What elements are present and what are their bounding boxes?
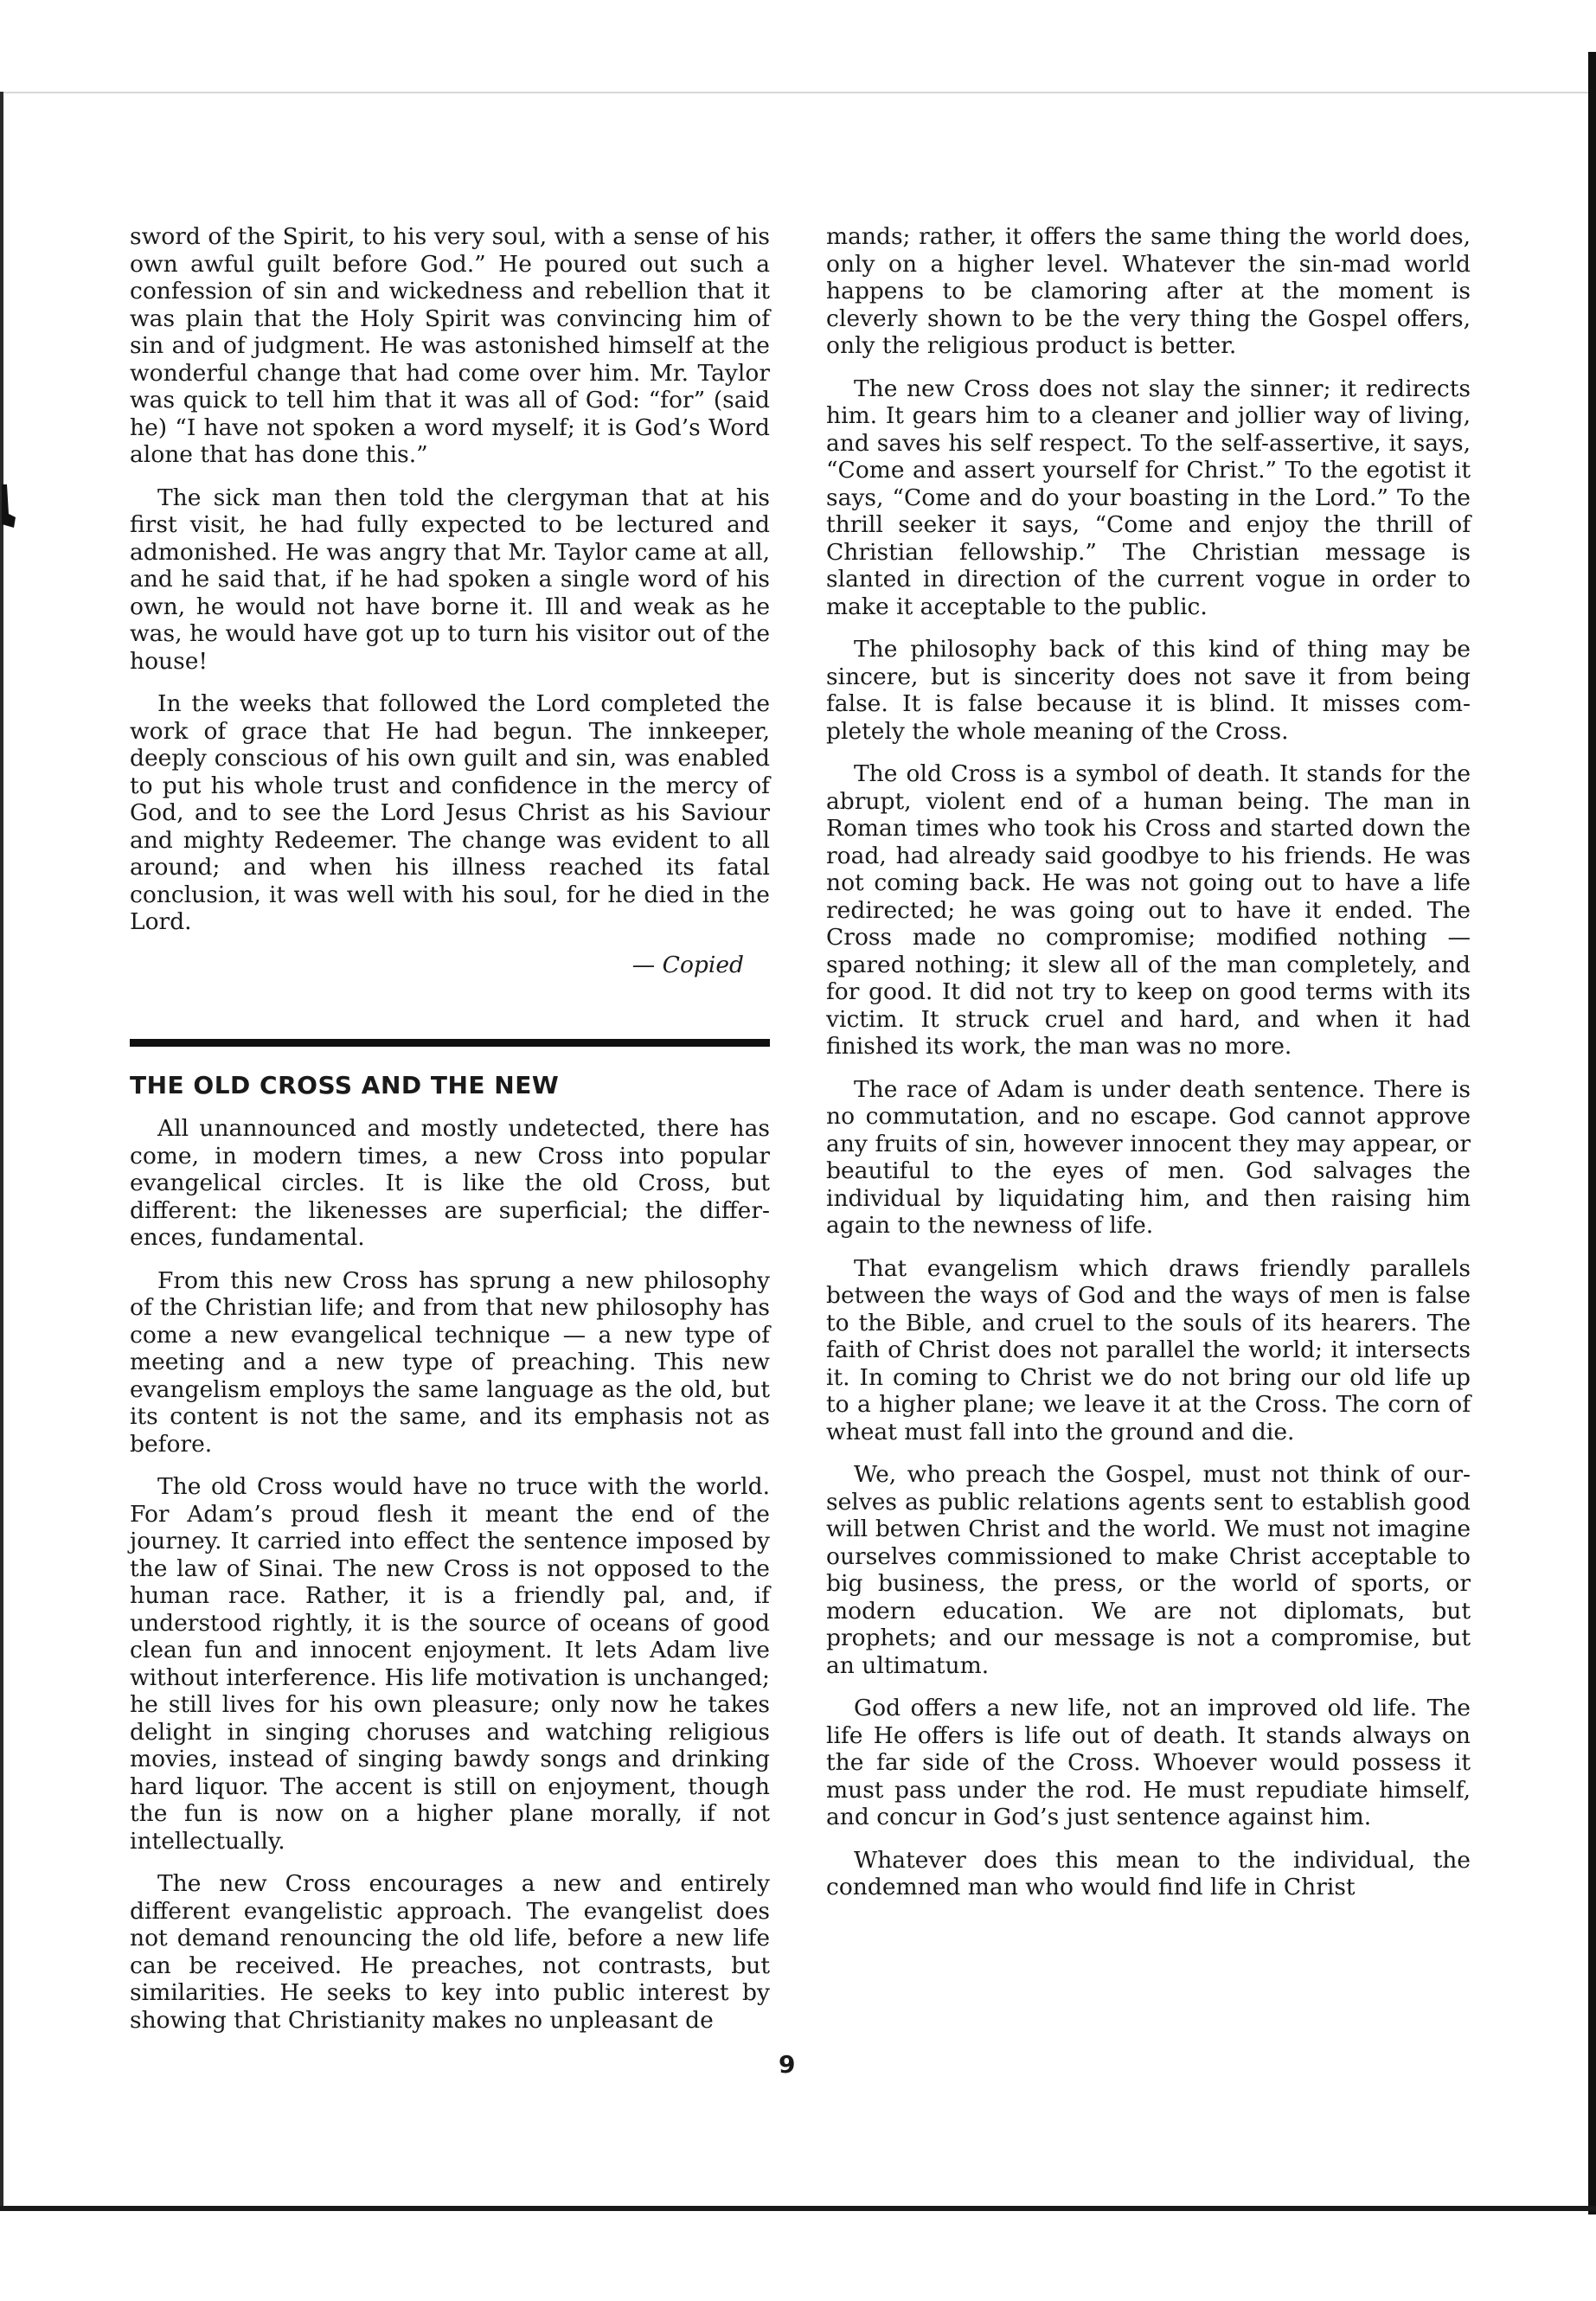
paragraph: The new Cross does not slay the sinner; it redirects him. It gears him to a cleaner and jollier way of living, and saves his self respect. To the self-assertive, it says, “Come and assert yourself for Christ.” To the egotist it says, “Come and do your boasting in the Lord.” To the thrill seeker it says, “Come and enjoy the thrill of Christian fellowship.” The Christian message is slanted in direction of the current vogue in order to make it acceptable to the public.: [826, 375, 1471, 620]
left-column: [130, 223, 770, 2049]
paragraph: sword of the Spirit, to his very soul, with a sense of his own awful guilt before God.” He poured out such a confession of sin and wickedness and rebellion that it was plain that the Holy Spirit was convincing him of sin and of judgment. He was astonished himself at the wonderful change that had come over him. Mr. Taylor was quick to tell him that it was all of God: “for” (said he) “I have not spoken a word myself; it is God’s Word alone that has done this.”: [130, 223, 770, 468]
paragraph: From this new Cross has sprung a new philosophy of the Christian life; and from that new philosophy has come a new evangelical technique — a new type of meeting and a new type of preaching. This new evangelism employs the same language as the old, but its content is not the same, and its emphasis not as before.: [130, 1266, 770, 1458]
section-divider: [130, 1039, 770, 1047]
right-column: [826, 223, 1471, 1917]
paragraph: The old Cross is a symbol of death. It stands for the abrupt, violent end of a human being. The man in Roman times who took his Cross and started down the road, had already said goodbye to his friends. He was not coming back. He was not going out to have a life redirected; he was going out to have it ended. The Cross made no compromise; modified nothing — spared nothing; it slew all of the man completely, and for good. It did not try to keep on good terms with its victim. It struck cruel and hard, and when it had finished its work, the man was no more.: [826, 760, 1471, 1060]
scan-edge-left: [0, 92, 3, 2211]
paragraph: The new Cross encourages a new and entirely different evangelistic approach. The evangelist does not demand renouncing the old life, before a new life can be received. He preaches, not contrasts, but similarities. He seeks to key into public interest by showing that Christianity makes no unpleasant de: [130, 1870, 770, 2034]
section-title: THE OLD CROSS AND THE NEW: [130, 1071, 560, 1099]
attribution: — Copied: [631, 951, 744, 978]
paragraph: The old Cross would have no truce with the world. For Adam’s proud flesh it meant the end of the journey. It carried into effect the sentence imposed by the law of Sinai. The new Cross is not opposed to the human race. Rather, it is a friendly pal, and, if understood rightly, it is the source of oceans of good clean fun and innocent enjoyment. It lets Adam live without interference. His life motivation is unchanged; he still lives for his own pleasure; only now he takes delight in singing choruses and watching religious movies, instead of singing bawdy songs and drinking hard liquor. The accent is still on enjoyment, though the fun is now on a higher plane morally, if not intellectually.: [130, 1473, 770, 1855]
paragraph: The race of Adam is under death sentence. There is no commutation, and no escape. God cannot approve any fruits of sin, however innocent they may appear, or beautiful to the eyes of men. God salvages the individual by liquidating him, and then raising him again to the newness of life.: [826, 1075, 1471, 1239]
paragraph: mands; rather, it offers the same thing the world does, only on a higher level. Whatever the sin-mad world happens to be clamoring after at the moment is cleverly shown to be the very thing the Gospel offers, only the religious product is better.: [826, 223, 1471, 359]
paragraph: All unannounced and mostly undetected, there has come, in modern times, a new Cross into popular evangelical circles. It is like the old Cross, but different: the likenesses are superficial; the differences, fundamental.: [130, 1115, 770, 1251]
paragraph: The philosophy back of this kind of thing may be sincere, but is sincerity does not save it from being false. It is false because it is blind. It misses completely the whole meaning of the Cross.: [826, 636, 1471, 745]
paragraph: That evangelism which draws friendly parallels between the ways of God and the ways of men is false to the Bible, and cruel to the souls of its hearers. The faith of Christ does not parallel the world; it intersects it. In coming to Christ we do not bring our old life up to a higher plane; we leave it at the Cross. The corn of wheat must fall into the ground and die.: [826, 1254, 1471, 1445]
paragraph: In the weeks that followed the Lord completed the work of grace that He had begun. The innkeeper, deeply conscious of his own guilt and sin, was enabled to put his whole trust and confidence in the mercy of God, and to see the Lord Jesus Christ as his Saviour and mighty Redeemer. The change was evident to all around; and when his illness reached its fatal conclusion, it was well with his soul, for he died in the Lord.: [130, 690, 770, 935]
margin-mark: [0, 484, 16, 528]
paragraph: Whatever does this mean to the individual, the condemned man who would find life in Christ: [826, 1846, 1471, 1900]
paragraph: God offers a new life, not an improved old life. The life He offers is life out of death. It stands always on the far side of the Cross. Whoever would possess it must pass under the rod. He must repudiate himself, and concur in God’s just sentence against him.: [826, 1695, 1471, 1830]
scan-edge-right: [1588, 52, 1596, 2214]
paragraph: The sick man then told the clergyman that at his first visit, he had fully expected to be lectured and admonished. He was angry that Mr. Taylor came at all, and he said that, if he had spoken a single word of his own, he would not have borne it. Ill and weak as he was, he would have got up to turn his visitor out of the house!: [130, 484, 770, 675]
scan-edge-bottom: [0, 2206, 1596, 2211]
scan-edge-top: [0, 92, 1596, 93]
page-number: 9: [779, 2050, 796, 2079]
paragraph: We, who preach the Gospel, must not think of ourselves as public relations agents sent to establish good will betwen Christ and the world. We must not imagine ourselves commissioned to make Christ acceptable to big business, the press, or the world of sports, or modern education. We are not diplomats, but prophets; and our message is not a compromise, but an ultimatum.: [826, 1461, 1471, 1679]
